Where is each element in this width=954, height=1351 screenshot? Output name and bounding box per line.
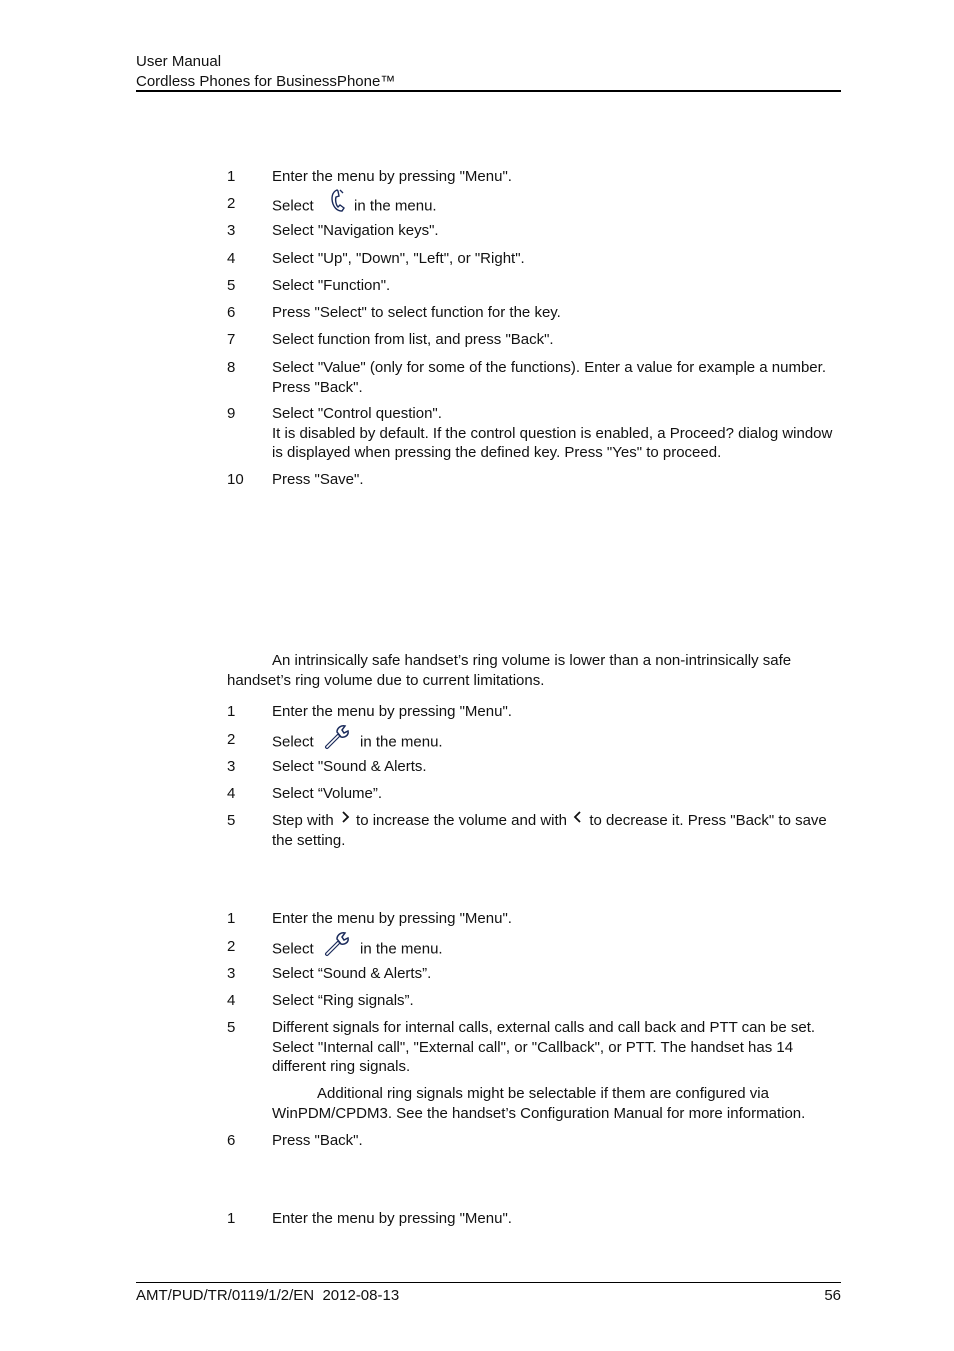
header-title: User Manual [136, 53, 222, 70]
document-reference: AMT/PUD/TR/0119/1/2/EN 2012-08-13 [136, 1287, 400, 1304]
step-text-part: to decrease it. Press "Back" to save the setting. [272, 812, 827, 849]
step-number: 7 [227, 331, 236, 348]
step-number: 1 [227, 703, 236, 720]
step-text: Select "Sound & Alerts. [272, 758, 427, 775]
step-number: 9 [227, 405, 236, 422]
page-number: 56 [824, 1287, 841, 1304]
step-number: 2 [227, 938, 236, 955]
step-number: 8 [227, 359, 236, 376]
step-text: Select "Navigation keys". [272, 222, 439, 239]
chevron-right-icon [340, 810, 350, 830]
step-number: 4 [227, 992, 236, 1009]
step-text-before: Select [272, 197, 314, 215]
step-text-after: in the menu. [360, 733, 443, 751]
step-number: 2 [227, 195, 236, 212]
wrench-icon [324, 724, 352, 756]
step-number: 4 [227, 785, 236, 802]
step-text-line: Select "Control question". [272, 405, 442, 422]
step-text-part: to increase the volume and with [356, 812, 567, 829]
step-number: 3 [227, 222, 236, 239]
step-number: 10 [227, 471, 244, 488]
step-number: 6 [227, 304, 236, 321]
chevron-left-icon [573, 810, 583, 830]
step-text [272, 937, 842, 963]
step-text: Enter the menu by pressing "Menu". [272, 1210, 512, 1227]
step-text [272, 811, 842, 850]
step-text: Press "Save". [272, 471, 364, 488]
note-paragraph: Additional ring signals might be selectable if them are configured via WinPDM/CPDM3. See the handset’s Configuration Manual for more information. [272, 1085, 806, 1122]
step-number: 5 [227, 1019, 236, 1036]
header-divider [136, 90, 841, 92]
step-text: Select "Function". [272, 277, 391, 294]
page-header [136, 52, 841, 91]
step-text: Enter the menu by pressing "Menu". [272, 703, 512, 720]
step-text: Select "Up", "Down", "Left", or "Right". [272, 250, 525, 267]
footer-divider [136, 1282, 841, 1283]
step-text: Different signals for internal calls, external calls and call back and PTT can be set. Select "Internal call", "External call", or "Callback", or PTT. The handset has 14 different ring signals. [272, 1019, 816, 1075]
step-number: 4 [227, 250, 236, 267]
step-text: Press "Select" to select function for the key. [272, 304, 561, 321]
step-text: Select “Ring signals”. [272, 992, 414, 1009]
step-text: Select “Volume”. [272, 785, 383, 802]
note-paragraph: An intrinsically safe handset’s ring volume is lower than a non-intrinsically safe handset’s ring volume due to current limitations. [227, 652, 792, 689]
step-text-part: Step with [272, 812, 334, 829]
step-text: Press "Back". [272, 1132, 363, 1149]
wrench-icon [324, 931, 352, 963]
step-number: 1 [227, 1210, 236, 1227]
step-text-after: in the menu. [360, 940, 443, 958]
step-number: 5 [227, 812, 236, 829]
step-text-before: Select [272, 940, 314, 958]
step-number: 3 [227, 758, 236, 775]
step-number: 6 [227, 1132, 236, 1149]
step-text: Select “Sound & Alerts”. [272, 965, 432, 982]
step-number: 5 [227, 277, 236, 294]
step-text: Select function from list, and press "Back". [272, 331, 554, 348]
step-number: 1 [227, 910, 236, 927]
step-number: 2 [227, 731, 236, 748]
step-number: 3 [227, 965, 236, 982]
step-text: Select "Value" (only for some of the functions). Enter a value for example a number. Press "Back". [272, 359, 826, 396]
step-text-after: in the menu. [354, 197, 437, 215]
step-text: Enter the menu by pressing "Menu". [272, 910, 512, 927]
phone-key-icon [328, 188, 346, 220]
step-text-detail: It is disabled by default. If the control question is enabled, a Proceed? dialog window is displayed when pressing the defined key. Press "Yes" to proceed. [272, 424, 833, 461]
step-number: 1 [227, 168, 236, 185]
step-text [272, 194, 842, 220]
step-text [272, 404, 842, 463]
header-subtitle: Cordless Phones for BusinessPhone™ [136, 72, 396, 90]
step-text [272, 730, 842, 756]
step-text: Enter the menu by pressing "Menu". [272, 168, 512, 185]
step-text-before: Select [272, 733, 314, 751]
